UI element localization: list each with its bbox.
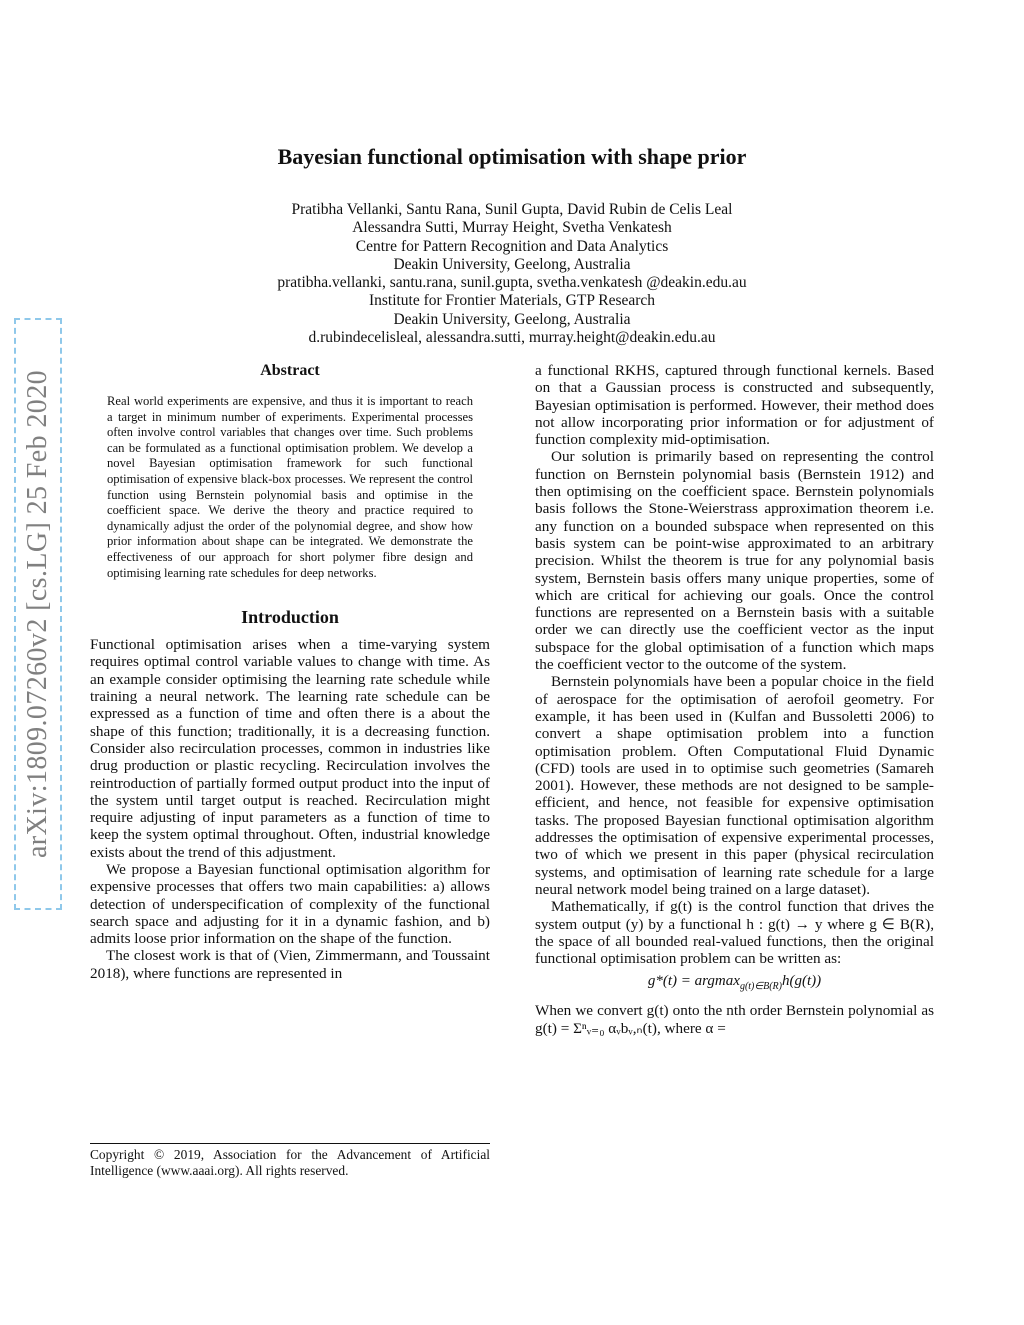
- affiliation-line: Deakin University, Geelong, Australia: [393, 310, 631, 328]
- equation-subscript: g(t)∈B(R): [739, 981, 782, 993]
- paper-title: Bayesian functional optimisation with shape prior: [277, 144, 747, 169]
- author-line: Alessandra Sutti, Murray Height, Svetha Venkatesh: [352, 219, 672, 237]
- email-line: d.rubindecelisleal, alessandra.sutti, murray.height@deakin.edu.au: [308, 329, 716, 347]
- left-column: [90, 362, 490, 982]
- body-paragraph: Bernstein polynomials have been a popular choice in the field of aerospace for the optimisation of aerofoil geometry. For example, it has been used in (Kulfan and Bussoletti 2006) to convert a shape optimisation problem into a function optimisation problem. Often Computational Fluid Dynamic (CFD) tools are used in to optimise such geometries (Samareh 2001). However, these methods are not designed to be sample-efficient, and hence, not feasible for expensive optimisation tasks. The proposed Bayesian functional optimisation algorithm addresses the optimisation of expensive experimental processes, two of which we present in this paper (physical recirculation systems, and optimisation of learning rate schedule for a large neural network model being trained on a large dataset).: [535, 673, 934, 898]
- affiliation-line: Deakin University, Geelong, Australia: [393, 255, 631, 273]
- right-column: [535, 362, 934, 1037]
- body-paragraph: a functional RKHS, captured through functional kernels. Based on that a Gaussian process is constructed and subsequently, Bayesian optimisation is performed. However, their method does not allow incorporating prior information or for adjustment of function complexity mid-optimisation.: [535, 362, 934, 449]
- introduction-heading: Introduction: [241, 607, 339, 628]
- intro-paragraph: The closest work is that of (Vien, Zimmermann, and Toussaint 2018), where functions are represented in: [90, 947, 490, 982]
- email-line: pratibha.vellanki, santu.rana, sunil.gupta, svetha.venkatesh @deakin.edu.au: [277, 274, 747, 292]
- equation-rhs: h(g(t)): [781, 973, 822, 990]
- copyright-footnote: Copyright © 2019, Association for the Advancement of Artificial Intelligence (www.aaai.org). All rights reserved.: [90, 1143, 490, 1179]
- body-paragraph: When we convert g(t) onto the nth order Bernstein polynomial as g(t) = Σⁿᵥ₌₀ αᵥbᵥ,ₙ(t), where α =: [535, 1002, 934, 1037]
- author-line: Pratibha Vellanki, Santu Rana, Sunil Gupta, David Rubin de Celis Leal: [291, 201, 733, 218]
- author-block: [180, 201, 844, 347]
- abstract-heading: Abstract: [260, 362, 320, 379]
- affiliation-line: Centre for Pattern Recognition and Data Analytics: [355, 237, 669, 255]
- intro-paragraph: We propose a Bayesian functional optimisation algorithm for expensive processes that offers two main capabilities: a) allows detection of underspecification of complexity of the functional search space and adjusting for it in a dynamic fashion, and b) admits loose prior information on the shape of the function.: [90, 860, 490, 948]
- body-paragraph: Our solution is primarily based on representing the control function on Bernstein polynomial basis (Bernstein 1912) and then optimising on the coefficient space. Bernstein polynomials basis follows the Stone-Weierstrass approximation theorem i.e. any function on a bounded subspace when represented on this basis system can be point-wise approximated to an arbitrary precision. Whilst the theorem is true for any polynomial basis system, Bernstein basis offers many unique properties, some of which are critical for achieving our goals. Once the control functions are represented on a Bernstein basis with a suitable order we can directly use the coefficient vector as the input subspace for the global optimisation of a function which maps the coefficient vector to the outcome of the system.: [535, 448, 934, 674]
- abstract-text: Real world experiments are expensive, and thus it is important to reach a target in minimum number of experiments. Experimental processes often involve control variables that changes over time. Such problems can be formulated as a functional optimisation problem. We develop a novel Bayesian optimisation framework for such functional optimisation of expensive black-box processes. We represent the control function using Bernstein polynomial basis and optimise in the coefficient space. We derive the theory and practice required to dynamically adjust the order of the polynomial degree, and show how prior information about shape can be integrated. We demonstrate the effectiveness of our approach for short polymer fibre design and optimising learning rate schedules for deep networks.: [107, 394, 473, 580]
- arxiv-stamp[interactable]: [14, 318, 62, 910]
- arxiv-stamp-text: arXiv:1809.07260v2 [cs.LG] 25 Feb 2020: [22, 369, 53, 859]
- equation: [535, 973, 934, 992]
- intro-paragraph: Functional optimisation arises when a time-varying system requires optimal control variable values to change with time. As an example consider optimising the learning rate schedule while training a neural network. The learning rate schedule can be expressed as a function of time and often there is a about the shape of this function; traditionally, it is a decreasing function. Consider also recirculation processes, common in industries like drug production or plastic recycling. Recirculation involves the reintroduction of partially formed output product into the input of the system until target output is reached. Recirculation might require adjusting of input parameters as a function of time to keep the system optimal throughout. Often, industrial knowledge exists about the trend of this adjustment.: [90, 636, 490, 861]
- affiliation-line: Institute for Frontier Materials, GTP Research: [368, 292, 656, 310]
- equation-lhs: g*(t) = argmax: [647, 973, 740, 990]
- body-paragraph: Mathematically, if g(t) is the control function that drives the system output (y) by a functional h : g(t) → y where g ∈ B(R), the space of all bounded real-valued functions, then the original functional optimisation problem can be written as:: [535, 898, 934, 968]
